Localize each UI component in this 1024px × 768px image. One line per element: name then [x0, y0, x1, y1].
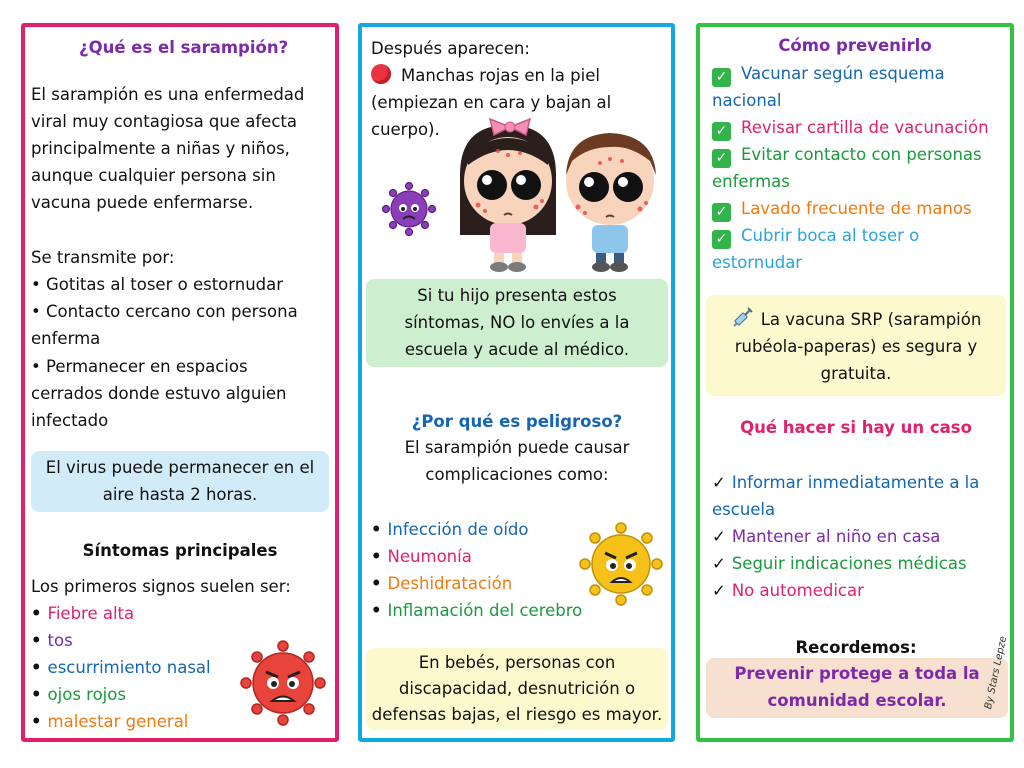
airborne-note-line: El virus puede permanecer en el: [45, 458, 315, 477]
checkbox-icon: ✓: [712, 230, 731, 249]
prevent-title: Cómo prevenirlo: [778, 36, 932, 55]
prevent-item: [712, 60, 945, 87]
danger-intro-line: El sarampión puede causar: [404, 438, 630, 457]
after-line: cuerpo).: [371, 120, 440, 139]
checkmark-icon: ✓: [712, 554, 726, 573]
remember-line: Prevenir protege a toda la: [734, 664, 980, 683]
danger-intro-line: complicaciones como:: [425, 465, 609, 484]
complication-label: Infección de oído: [387, 520, 529, 539]
alert-line: escuela y acude al médico.: [404, 340, 630, 359]
complication-item: [371, 516, 528, 543]
transmit-line: infectado: [31, 411, 109, 430]
bullet-dot: •: [31, 631, 42, 650]
symptom-item: [31, 681, 126, 708]
intro-line: viral muy contagiosa que afecta: [31, 112, 297, 131]
transmit-line: • Permanecer en espacios: [31, 357, 248, 376]
case-label: No automedicar: [731, 581, 864, 600]
bullet-dot: •: [371, 601, 382, 620]
case-item: [712, 550, 967, 577]
panel1-title: ¿Qué es el sarampión?: [79, 38, 289, 57]
checkbox-icon: ✓: [712, 122, 731, 141]
symptoms-intro: Los primeros signos suelen ser:: [31, 577, 291, 596]
after-line: Manchas rojas en la piel: [371, 62, 600, 89]
vaccine-line: rubéola-paperas) es segura y: [734, 337, 978, 356]
after-line: (empiezan en cara y bajan al: [371, 93, 612, 112]
vaccine-line: gratuita.: [820, 364, 892, 383]
after-title: Después aparecen:: [371, 39, 530, 58]
transmit-line: • Gotitas al toser o estornudar: [31, 275, 284, 294]
complication-label: Neumonía: [387, 547, 472, 566]
transmit-line: cerrados donde estuvo alguien: [31, 384, 287, 403]
prevent-label: enfermas: [712, 172, 790, 191]
case-item: [712, 496, 775, 523]
symptom-item: [31, 654, 211, 681]
transmit-line: • Contacto cercano con persona: [31, 302, 298, 321]
checkmark-icon: ✓: [712, 581, 726, 600]
prevent-item: [712, 195, 972, 222]
symptom-item: [31, 627, 73, 654]
intro-line: vacuna puede enfermarse.: [31, 193, 254, 212]
case-label: Mantener al niño en casa: [731, 527, 941, 546]
yellow-virus-icon: [579, 522, 663, 606]
transmit-title: Se transmite por:: [31, 248, 175, 267]
prevent-item: [712, 114, 989, 141]
case-label: escuela: [712, 500, 776, 519]
intro-line: El sarampión es una enfermedad: [31, 85, 305, 104]
purple-virus-icon: [382, 182, 436, 236]
bullet-dot: •: [31, 658, 42, 677]
case-item: [712, 523, 940, 550]
checkbox-icon: ✓: [712, 68, 731, 87]
remember-line: comunidad escolar.: [767, 691, 947, 710]
prevent-label: Cubrir boca al toser o: [741, 226, 920, 245]
bullet-dot: •: [371, 547, 382, 566]
risk-line: discapacidad, desnutrición o: [398, 679, 636, 698]
alert-line: síntomas, NO lo envíes a la: [404, 313, 630, 332]
prevent-item: [712, 87, 781, 114]
case-label: Informar inmediatamente a la: [731, 473, 980, 492]
red-dot-icon: [371, 64, 391, 84]
intro-line: principalmente a niñas y niños,: [31, 139, 290, 158]
symptom-item: [31, 708, 188, 735]
red-virus-icon: [240, 640, 326, 726]
case-title: Qué hacer si hay un caso: [740, 418, 972, 437]
symptom-item: [31, 600, 134, 627]
complication-label: Inflamación del cerebro: [387, 601, 583, 620]
remember-title: Recordemos:: [795, 638, 917, 657]
signature: By Stars Lepze: [983, 635, 1010, 711]
prevent-label: Evitar contacto con personas: [741, 145, 982, 164]
checkmark-icon: ✓: [712, 527, 726, 546]
airborne-note-line: aire hasta 2 horas.: [102, 485, 258, 504]
bullet-dot: •: [31, 685, 42, 704]
checkbox-icon: ✓: [712, 203, 731, 222]
prevent-label: Lavado frecuente de manos: [741, 199, 972, 218]
vaccine-line: La vacuna SRP (sarampión: [706, 306, 1006, 333]
bullet-dot: •: [31, 712, 42, 731]
intro-line: aunque cualquier persona sin: [31, 166, 276, 185]
case-label: Seguir indicaciones médicas: [731, 554, 967, 573]
case-item: [712, 577, 864, 604]
prevent-item: [712, 141, 982, 168]
symptom-label: escurrimiento nasal: [47, 658, 211, 677]
symptom-label: ojos rojos: [47, 685, 126, 704]
danger-title: ¿Por qué es peligroso?: [411, 412, 623, 431]
prevent-item: [712, 222, 919, 249]
symptoms-title: Síntomas principales: [82, 541, 278, 560]
complication-item: [371, 543, 472, 570]
sick-children-illustration: [450, 115, 670, 273]
checkmark-icon: ✓: [712, 473, 726, 492]
risk-line: En bebés, personas con: [418, 653, 616, 672]
symptom-label: Fiebre alta: [47, 604, 135, 623]
prevent-label: nacional: [712, 91, 782, 110]
complication-item: [371, 597, 582, 624]
prevent-item: [712, 249, 802, 276]
complication-item: [371, 570, 512, 597]
case-item: [712, 469, 979, 496]
bullet-dot: •: [371, 574, 382, 593]
prevent-label: estornudar: [712, 253, 803, 272]
syringe-icon: [731, 306, 753, 333]
bullet-dot: •: [31, 604, 42, 623]
bullet-dot: •: [371, 520, 382, 539]
prevent-label: Vacunar según esquema: [741, 64, 945, 83]
prevent-item: [712, 168, 790, 195]
symptom-label: malestar general: [47, 712, 189, 731]
complication-label: Deshidratación: [387, 574, 513, 593]
transmit-line: enferma: [31, 329, 101, 348]
symptom-label: tos: [47, 631, 73, 650]
checkbox-icon: ✓: [712, 149, 731, 168]
prevent-label: Revisar cartilla de vacunación: [741, 118, 989, 137]
alert-line: Si tu hijo presenta estos: [417, 286, 617, 305]
risk-line: defensas bajas, el riesgo es mayor.: [371, 705, 663, 724]
